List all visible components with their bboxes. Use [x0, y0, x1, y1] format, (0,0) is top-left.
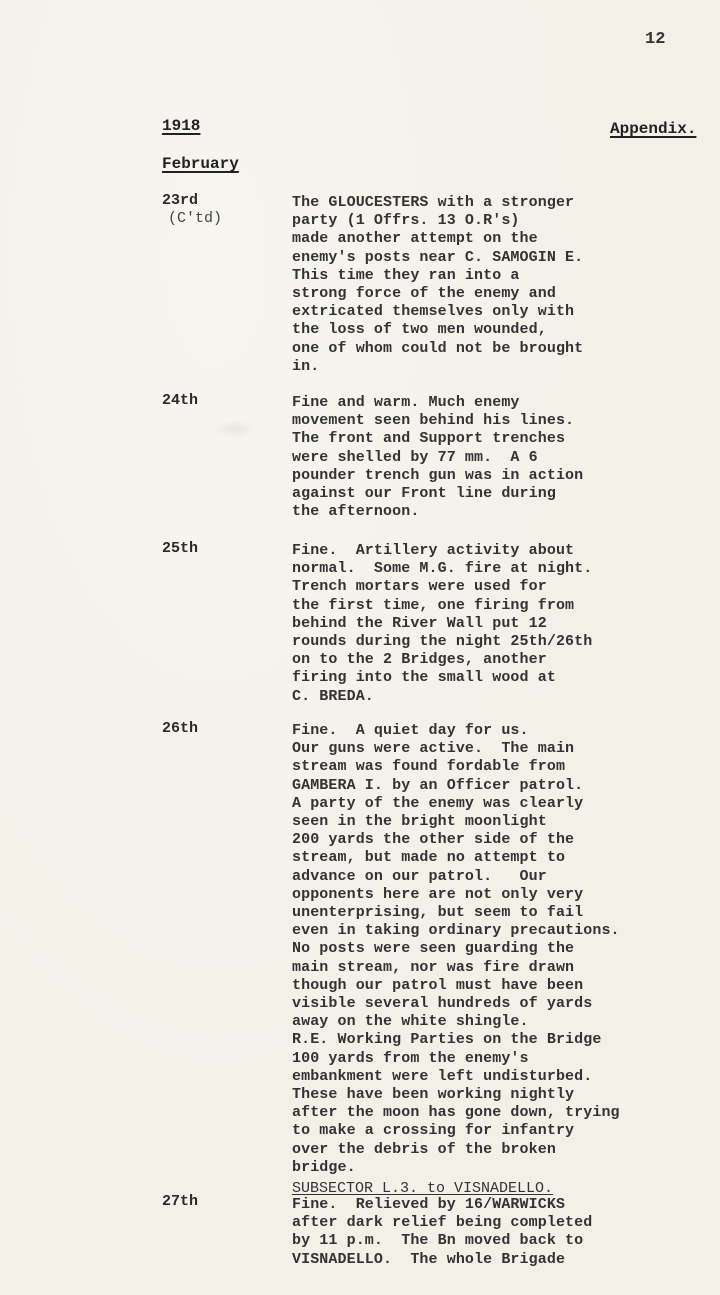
entry-line: Fine. Artillery activity about: [292, 542, 575, 559]
entry-date-label: 26th: [162, 720, 199, 737]
entry-line: party (1 Offrs. 13 O.R's): [292, 212, 520, 230]
entry-line: behind the River Wall put 12: [292, 614, 547, 632]
entry-line: after dark relief being completed: [292, 1214, 593, 1232]
appendix-heading: Appendix.: [610, 120, 697, 138]
entry-line: were shelled by 77 mm. A 6: [292, 448, 538, 466]
entry-date: [162, 392, 198, 410]
entry-line: seen in the bright moonlight: [292, 813, 547, 831]
entry-line: firing into the small wood at: [292, 669, 556, 687]
entry-line: extricated themselves only with: [292, 303, 575, 321]
entry-line: Trench mortars were used for: [292, 578, 547, 596]
entry-line: to make a crossing for infantry: [292, 1122, 575, 1140]
entry-line: the first time, one firing from: [292, 596, 575, 614]
entry-date: [162, 720, 198, 738]
entry-line: visible several hundreds of yards: [292, 995, 593, 1013]
entry-date-label: 27th: [162, 1193, 199, 1210]
entry-line: against our Front line during: [292, 485, 556, 503]
diary-entry: [292, 394, 712, 521]
entry-date-label: 23rd: [162, 192, 199, 209]
entry-line: A party of the enemy was clearly: [292, 794, 584, 812]
diary-entry: [292, 542, 712, 706]
entry-date: [162, 540, 198, 558]
entry-line: stream was found fordable from: [292, 758, 566, 776]
entry-line: 200 yards the other side of the: [292, 831, 575, 849]
entry-line: pounder trench gun was in action: [292, 466, 584, 484]
entry-date-label: 24th: [162, 392, 199, 409]
entry-line: made another attempt on the: [292, 230, 538, 248]
entry-line: enemy's posts near C. SAMOGIN E.: [292, 248, 584, 266]
entry-line: Fine and warm. Much enemy: [292, 394, 520, 411]
entry-line: away on the white shingle.: [292, 1013, 529, 1031]
entry-date-label: 25th: [162, 540, 199, 557]
subsector-heading: SUBSECTOR L.3. to VISNADELLO.: [292, 1180, 554, 1197]
entry-line: GAMBERA I. by an Officer patrol.: [292, 776, 584, 794]
entry-line: movement seen behind his lines.: [292, 412, 575, 430]
entry-line: This time they ran into a: [292, 266, 520, 284]
entry-line: The GLOUCESTERS with a stronger: [292, 194, 575, 211]
diary-entry: [292, 194, 712, 376]
entry-line: opponents here are not only very: [292, 885, 584, 903]
entry-line: Fine. Relieved by 16/WARWICKS: [292, 1196, 566, 1213]
entry-line: main stream, nor was fire drawn: [292, 958, 575, 976]
entry-line: C. BREDA.: [292, 687, 374, 705]
entry-line: strong force of the enemy and: [292, 285, 556, 303]
entry-line: Our guns were active. The main: [292, 740, 575, 758]
entry-line: the afternoon.: [292, 503, 420, 521]
entry-line: VISNADELLO. The whole Brigade: [292, 1250, 566, 1268]
entry-line: one of whom could not be brought: [292, 339, 584, 357]
entry-line: stream, but made no attempt to: [292, 849, 566, 867]
entry-line: bridge.: [292, 1158, 356, 1176]
entry-line: These have been working nightly: [292, 1086, 575, 1104]
entry-date: [162, 192, 222, 228]
entry-line: though our patrol must have been: [292, 976, 584, 994]
entry-line: unenterprising, but seem to fail: [292, 904, 584, 922]
entry-date: [162, 1193, 198, 1211]
diary-entry: [292, 1196, 712, 1269]
entry-line: No posts were seen guarding the: [292, 940, 575, 958]
entry-line: The front and Support trenches: [292, 430, 566, 448]
entry-line: in.: [292, 357, 320, 375]
entry-line: normal. Some M.G. fire at night.: [292, 560, 593, 578]
entry-line: rounds during the night 25th/26th: [292, 633, 593, 651]
entry-line: after the moon has gone down, trying: [292, 1104, 620, 1122]
year-heading: 1918: [162, 117, 201, 135]
entry-line: over the debris of the broken: [292, 1140, 556, 1158]
diary-entry: [292, 722, 712, 1177]
entry-line: 100 yards from the enemy's: [292, 1049, 529, 1067]
entry-date-note: (C'td): [168, 210, 223, 227]
entry-line: R.E. Working Parties on the Bridge: [292, 1031, 602, 1049]
entry-line: advance on our patrol. Our: [292, 867, 547, 885]
entry-line: even in taking ordinary precautions.: [292, 922, 620, 940]
entry-line: Fine. A quiet day for us.: [292, 722, 529, 739]
entry-line: the loss of two men wounded,: [292, 321, 547, 339]
entry-line: by 11 p.m. The Bn moved back to: [292, 1232, 584, 1250]
ink-smudge: [215, 420, 255, 438]
entry-line: on to the 2 Bridges, another: [292, 651, 547, 669]
month-heading: February: [162, 155, 239, 173]
entry-line: embankment were left undisturbed.: [292, 1067, 593, 1085]
page-number: 12: [645, 30, 666, 49]
